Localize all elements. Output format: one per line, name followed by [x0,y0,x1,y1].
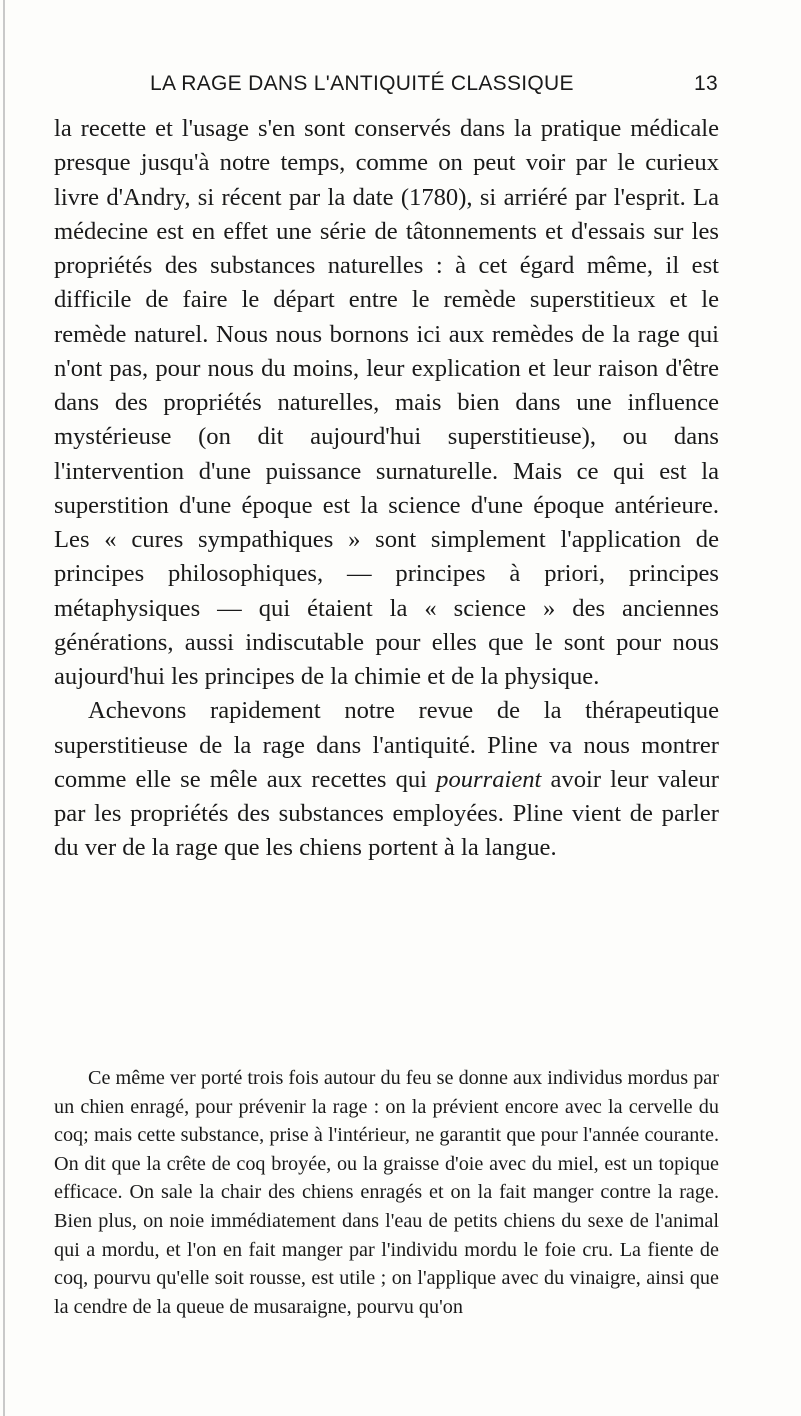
paragraph-2 [54,694,719,865]
quotation-block [54,1064,719,1321]
paragraph-2-italic: pourraient [436,765,542,793]
page-edge-line [3,0,5,1416]
page-number: 13 [694,72,718,95]
paragraph-1: la recette et l'usage s'en sont conservés dans la pratique médicale presque jusqu'à notre temps, comme on peut voir par le curieux livre d'Andry, si récent par la date (1780), si arriéré par l'esprit. La médecine est en effet une série de tâtonnements et d'essais sur les propriétés des substances naturelles : à cet égard même, il est difficile de faire le départ entre le remède superstitieux et le remède naturel. Nous nous bornons ici aux remèdes de la rage qui n'ont pas, pour nous du moins, leur explication et leur raison d'être dans des propriétés naturelles, mais bien dans une influence mystérieuse (on dit aujourd'hui superstitieuse), ou dans l'intervention d'une puissance surnaturelle. Mais ce qui est la superstition d'une époque est la science d'une époque antérieure. Les « cures sympathiques » sont simplement l'application de principes philosophiques, — principes à priori, principes métaphysiques — qui étaient la « science » des anciennes générations, aussi indiscutable pour elles que le sont pour nous aujourd'hui les principes de la chimie et de la physique. [54,115,719,690]
running-head-title: LA RAGE DANS L'ANTIQUITÉ CLASSIQUE [150,72,574,95]
paragraph-2-text-b: avoir leur valeur par les propriétés des substances employées. Pline vient de parler du ver de la rage que les chiens portent à la langue. [54,765,719,862]
running-head [150,72,718,102]
quotation-paragraph: Ce même ver porté trois fois autour du feu se donne aux individus mordus par un chien enragé, pour prévenir la rage : on la prévient encore avec la cervelle du coq; mais cette substance, prise à l'intérieur, ne garantit que pour l'année courante. On dit que la crête de coq broyée, ou la graisse d'oie avec du miel, est un topique efficace. On sale la chair des chiens enragés et on la fait manger contre la rage. Bien plus, on noie immédiatement dans l'eau de petits chiens du sexe de l'animal qui a mordu, et l'on en fait manger par l'individu mordu le foie cru. La fiente de coq, pourvu qu'elle soit rousse, est utile ; on l'applique avec du vinaigre, ainsi que la cendre de la queue de musaraigne, pourvu qu'on [54,1067,719,1318]
paragraph-2-text-a: Achevons rapidement notre revue de la thérapeutique superstitieuse de la rage dans l'antiquité. Pline va nous montrer comme elle se mêle aux recettes qui [54,697,719,793]
main-text [54,112,719,866]
